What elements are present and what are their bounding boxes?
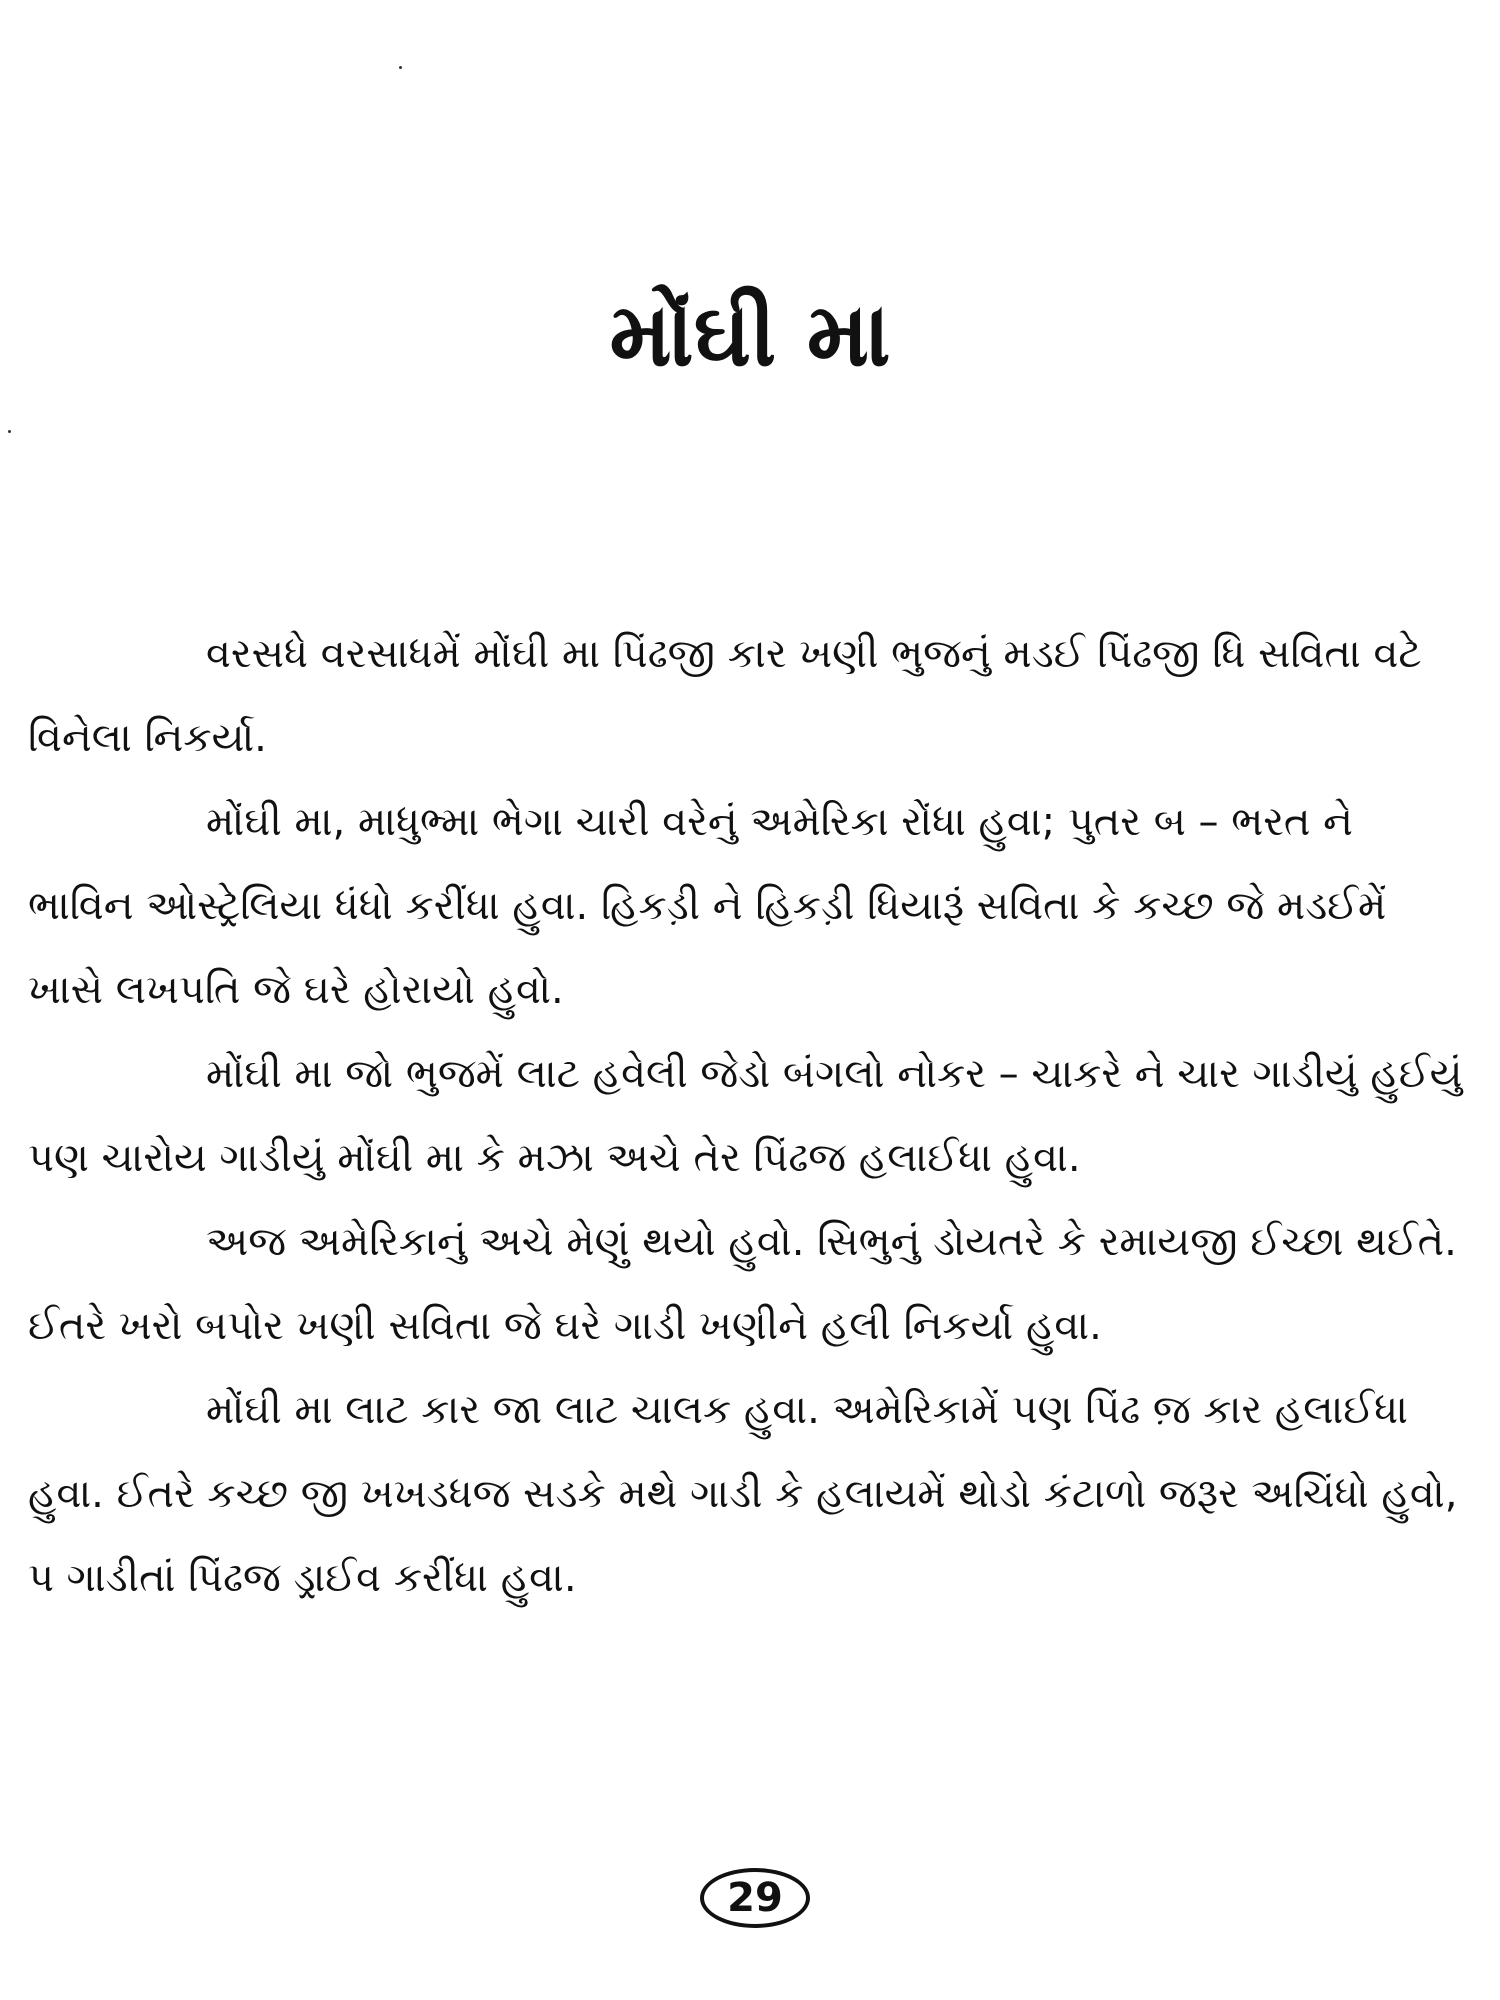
body-text bbox=[28, 612, 1468, 1620]
scan-speck bbox=[399, 66, 402, 69]
paragraph: મોંઘી મા જો ભુજમેં લાટ હવેલી જેડો બંગલો નોકર – ચાકરે ને ચાર ગાડીયું હુઈયું પણ ચારોય ગાડીયું મોંઘી મા કે મઝા અચે તેર પિંઢજ હલાઈધા હુવા. bbox=[28, 1051, 1463, 1181]
page-title: મોંઘી મા bbox=[609, 283, 891, 386]
scan-speck bbox=[8, 430, 11, 433]
paragraph: અજ અમેરિકાનું અચે મેણું થયો હુવો. સિભુનું ડોયતરે કે રમાયજી ઈચ્છા થઈતે. ઈતરે ખરો બપોર ખણી સવિતા જે ઘરે ગાડી ખણીને હલી નિકર્યા હુવા. bbox=[28, 1219, 1457, 1349]
paragraph: મોંઘી મા લાટ કાર જા લાટ ચાલક હુવા. અમેરિકામેં પણ પિંઢ જ઼ કાર હલાઈધા હુવા. ઈતરે કચ્છ જી ખખડધજ સડકે મથે ગાડી કે હલાયમેં થોડો કંટાળો જરૂર અચિંધો હુવો, પ ગાડીતાં પિંઢજ ડ્રાઈવ કરીંધા હુવા. bbox=[28, 1387, 1458, 1601]
paragraph: વરસધે વરસાધમેં મોંઘી મા પિંઢજી કાર ખણી ભુજનું મડઈ પિંઢજી ધિ સવિતા વટે વિનેલા નિકર્યા. bbox=[28, 631, 1422, 761]
page-number: 29 bbox=[700, 1868, 810, 1928]
paragraph: મોંઘી મા, માધુભ્મા ભેગા ચારી વરેનું અમેરિકા રોંધા હુવા; પુતર બ – ભરત ને ભાવિન ઓસ્ટ્રેલિયા ધંધો કરીંધા હુવા. હિકડ઼ી ને હિકડ઼ી ધિયારૂં સવિતા કે કચ્છ જે મડઈમેં ખાસે લખપતિ જે ઘરે હોરાયો હુવો. bbox=[28, 799, 1387, 1013]
